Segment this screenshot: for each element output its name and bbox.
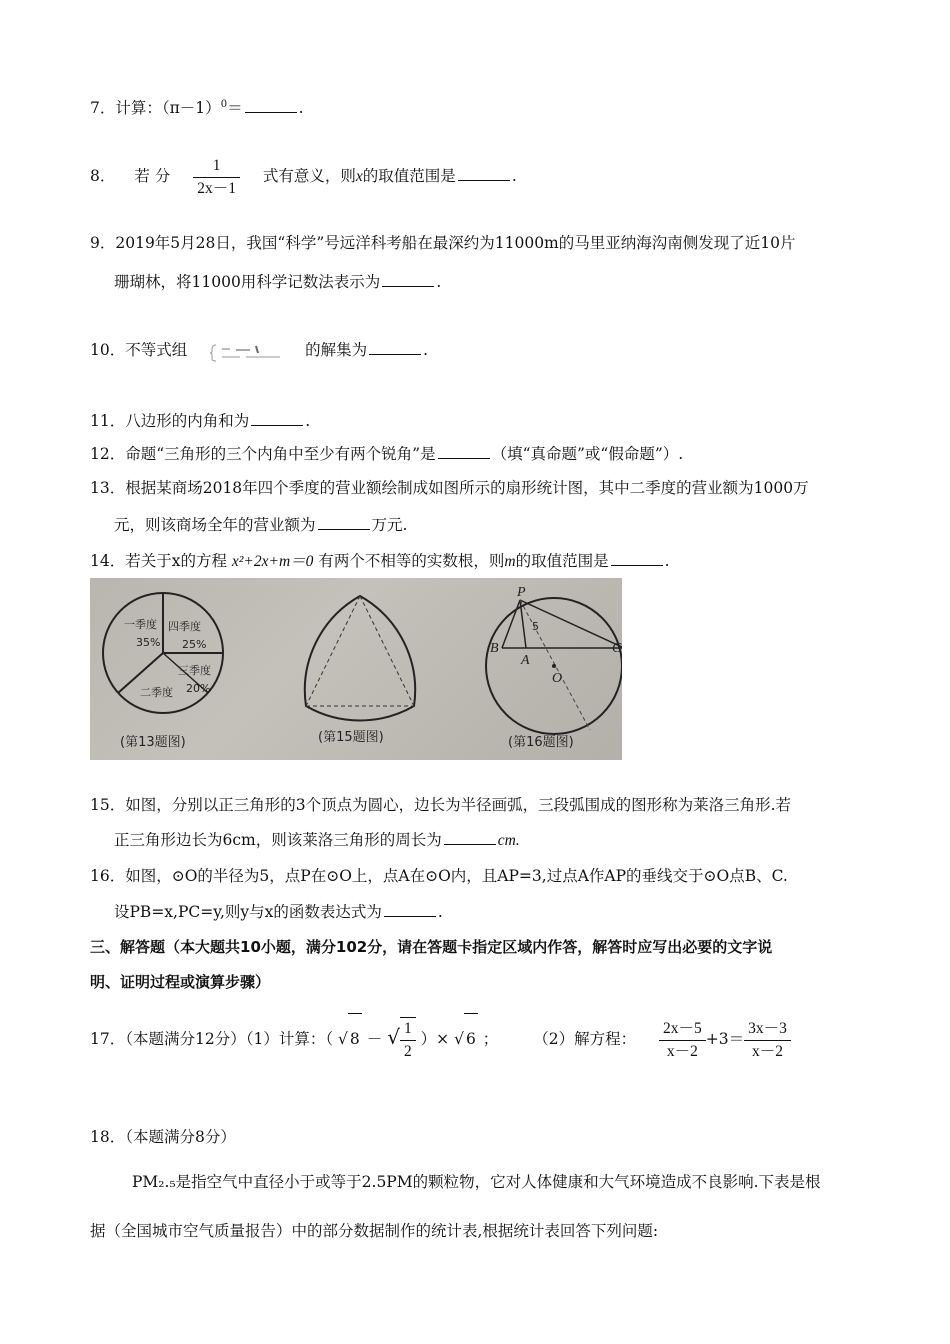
point-b-label: B [490, 641, 499, 656]
question-15-line-2: 正三角形边长为6cm，则该莱洛三角形的周长为 cm. [114, 831, 520, 849]
pie-chart-figure [103, 593, 223, 750]
pie-label-q1-pct: 35% [136, 636, 161, 649]
equation-fraction-left: $\frac{2x-5}{x-2}$ [659, 1018, 706, 1063]
pie-label-q2: 二季度 [140, 686, 173, 699]
answer-blank[interactable] [444, 830, 496, 845]
answer-blank[interactable] [611, 551, 663, 566]
question-13-line-2: 元，则该商场全年的营业额为 万元. [114, 516, 408, 534]
question-10: 10．不等式组 的解集为 . [90, 341, 429, 359]
question-16-line-2: 设PB=x,PC=y,则y与x的函数表达式为 . [114, 903, 443, 921]
fraction: $\frac{1}{2x-1}$ [193, 155, 240, 200]
question-16-line-1: 16．如图，⊙O的半径为5，点P在⊙O上，点A在⊙O内，且AP=3,过点A作AP的垂线交于⊙O点B、C. [90, 867, 788, 885]
figures-photo [90, 578, 622, 760]
question-18-header: 18．（本题满分8分） [90, 1128, 236, 1146]
answer-blank[interactable] [458, 166, 510, 181]
question-7: 7．计算：$(\pi-1)^0=$ . [90, 99, 304, 118]
question-8: 8． 若 分 $\frac{1}{2x-1}$ 式有意义，则x的取值范围是 . [90, 152, 517, 201]
section-3-heading-line-1: 三、解答题（本大题共10小题，满分102分，请在答题卡指定区域内作答，解答时应写出必要的文字说 [90, 938, 773, 956]
point-p-label: P [517, 585, 526, 600]
answer-blank[interactable] [438, 444, 490, 459]
equation-fraction-right: $\frac{3x-3}{x-2}$ [744, 1018, 791, 1063]
sqrt-8: √ 8 [338, 1030, 362, 1048]
point-c-label: C [612, 641, 622, 656]
sqrt-6: √ 6 [454, 1030, 478, 1048]
answer-blank[interactable] [251, 411, 303, 426]
question-9-line-1: 9．2019年5月28日，我国“科学”号远洋科考船在最深约为11000m的马里亚纳海沟南侧发现了近10片 [90, 234, 796, 252]
pie-label-q4-pct: 25% [182, 638, 207, 651]
question-9-line-2: 珊瑚林，将11000用科学记数法表示为 . [114, 273, 442, 291]
question-14: 14．若关于x的方程 x²+2x+m＝0 有两个不相等的实数根，则m的取值范围是 . [90, 552, 670, 570]
answer-blank[interactable] [369, 340, 421, 355]
section-3-heading-line-2: 明、证明过程或演算步骤） [90, 973, 271, 991]
point-o-label: O [552, 671, 563, 686]
reuleaux-triangle-figure [305, 596, 415, 745]
answer-blank[interactable] [245, 98, 297, 113]
question-15-line-1: 15．如图，分别以正三角形的3个顶点为圆心，边长为半径画弧，三段弧围成的图形称为莱洛三角形.若 [90, 796, 792, 814]
pie-label-q3: 三季度 [178, 664, 211, 677]
pie-label-q3-pct: 20% [186, 682, 211, 695]
answer-blank[interactable] [318, 515, 370, 530]
figure-16-caption: (第16题图) [508, 735, 574, 750]
question-13-line-1: 13．根据某商场2018年四个季度的营业额绘制成如图所示的扇形统计图，其中二季度的营业额为1000万 [90, 479, 809, 497]
question-11: 11．八边形的内角和为 . [90, 412, 311, 430]
figure-13-caption: (第13题图) [120, 735, 186, 750]
question-18-line-1: PM₂.₅是指空气中直径小于或等于2.5PM的颗粒物，它对人体健康和大气环境造成不良影响.下表是根 [132, 1173, 821, 1191]
answer-blank[interactable] [382, 272, 434, 287]
question-12: 12．命题“三角形的三个内角中至少有两个锐角”是 （填“真命题”或“假命题”）. [90, 445, 684, 463]
sqrt-half: √ [387, 1025, 400, 1049]
pie-label-q1: 一季度 [124, 618, 157, 631]
figure-15-caption: (第15题图) [318, 730, 384, 745]
point-a-label: A [521, 653, 530, 668]
question-17: 17．（本题满分12分）（1）计算：（ √ 8 － √ $\frac{1}{2}$ ）× √ 6 ； （2）解方程： $\frac{2x-5}{x-2}$ +3＝ $\frac{3x-3}{x-2}$ [90, 1012, 791, 1064]
pie-label-q4: 四季度 [168, 620, 201, 633]
inequality-system-image [210, 341, 290, 361]
circle-figure [486, 585, 622, 750]
answer-blank[interactable] [384, 902, 436, 917]
question-18-line-2: 据（全国城市空气质量报告）中的部分数据制作的统计表,根据统计表回答下列问题: [90, 1222, 659, 1240]
segment-length-label: 5 [532, 620, 539, 633]
